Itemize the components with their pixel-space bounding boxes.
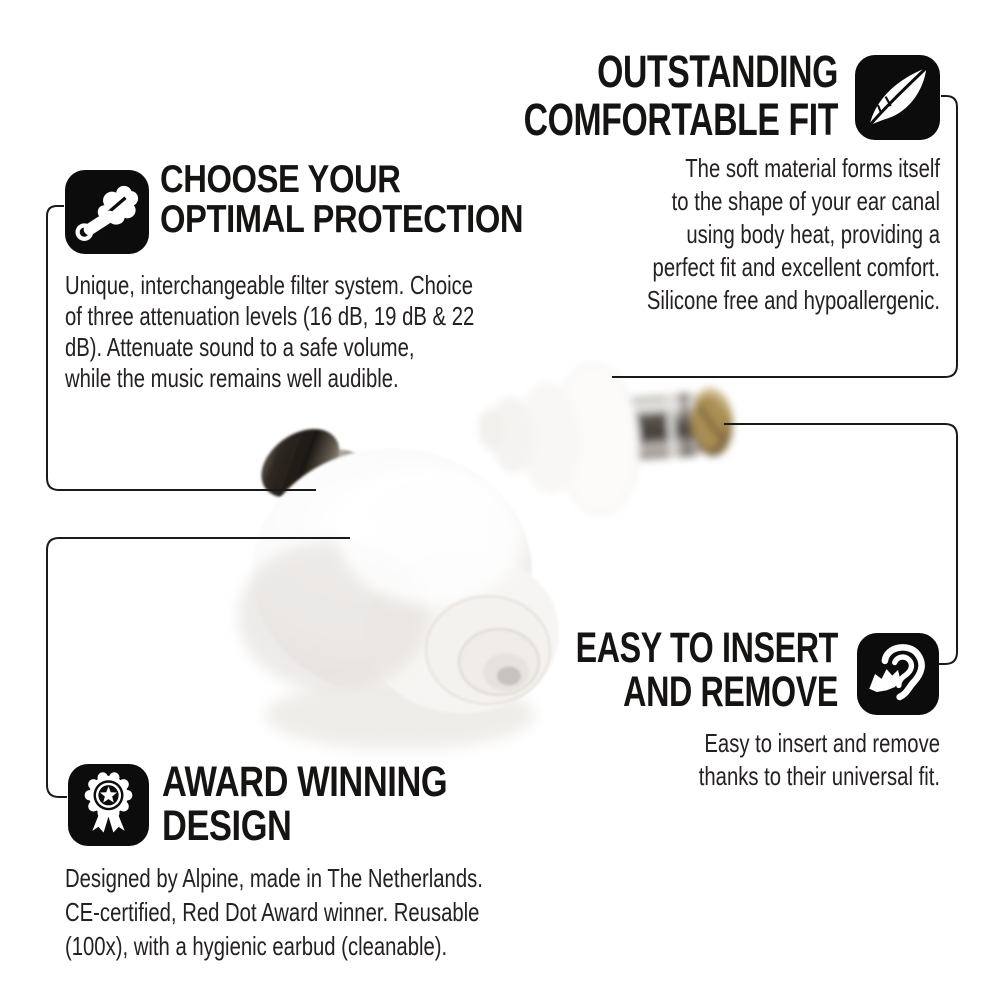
body-line: of three attenuation levels (16 dB, 19 dB & 22: [65, 301, 475, 331]
body-line: perfect fit and excellent comfort.: [652, 252, 940, 282]
body-line: (100x), with a hygienic earbud (cleanable).: [65, 931, 448, 961]
body-line: thanks to their universal fit.: [698, 761, 940, 791]
body-line: Unique, interchangeable filter system. Choice: [65, 270, 474, 300]
body-choose-protection: [65, 270, 572, 394]
heading-comfortable-fit: [448, 48, 838, 144]
heading-line: CHOOSE YOUR: [160, 158, 401, 201]
body-line: Designed by Alpine, made in The Netherlands.: [65, 863, 483, 893]
ear-icon-glyph: [857, 633, 939, 715]
body-line: while the music remains well audible.: [65, 363, 399, 393]
earplug-icon-glyph: [65, 170, 149, 254]
heading-line: EASY TO INSERT: [575, 624, 838, 672]
heading-line: OUTSTANDING: [597, 46, 838, 97]
award-medal-icon: [68, 764, 149, 846]
heading-choose-protection: [160, 160, 664, 240]
ear-icon: [857, 633, 939, 715]
heading-award-design: [162, 760, 642, 848]
award-medal-icon-glyph: [68, 764, 149, 846]
body-line: The soft material forms itself: [685, 153, 940, 183]
body-line: CE-certified, Red Dot Award winner. Reusable: [65, 897, 480, 927]
feather-icon-glyph: [855, 55, 940, 140]
body-line: Silicone free and hypoallergenic.: [646, 285, 940, 315]
heading-line: DESIGN: [162, 802, 292, 850]
body-line: dB). Attenuate sound to a safe volume,: [65, 332, 415, 362]
earplug-icon: [65, 170, 149, 254]
heading-line: COMFORTABLE FIT: [523, 94, 838, 145]
body-line: using body heat, providing a: [686, 219, 940, 249]
heading-easy-insert: [448, 626, 838, 714]
body-line: to the shape of your ear canal: [671, 186, 940, 216]
heading-line: OPTIMAL PROTECTION: [160, 198, 524, 241]
heading-line: AWARD WINNING: [162, 758, 448, 806]
heading-line: AND REMOVE: [623, 668, 838, 716]
body-line: Easy to insert and remove: [704, 728, 940, 758]
body-award-design: [65, 861, 572, 963]
feather-icon: [855, 55, 940, 140]
